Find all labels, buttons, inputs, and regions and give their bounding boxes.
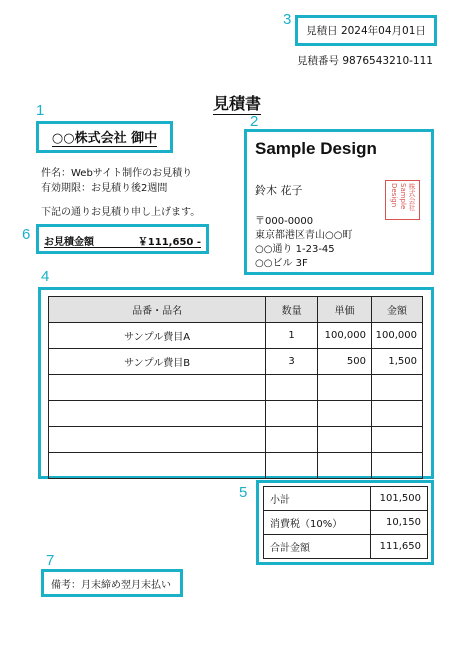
vendor-address-1: 東京都港区青山○○町 xyxy=(255,230,353,241)
vendor-name: Sample Design xyxy=(255,139,377,158)
vendor-address-3: ○○ビル 3F xyxy=(255,258,308,269)
table-row xyxy=(49,453,423,479)
amount-cell xyxy=(372,427,423,453)
grand-total-label: 合計金額 xyxy=(264,535,371,559)
quantity-cell: 1 xyxy=(266,323,318,349)
amount-cell: 100,000 xyxy=(372,323,423,349)
summary-table xyxy=(263,486,428,559)
tax-value: 10,150 xyxy=(371,511,428,535)
vendor-address-2: ○○通り 1-23-45 xyxy=(255,244,335,255)
unit-price-cell xyxy=(318,375,372,401)
table-row xyxy=(49,427,423,453)
notes-text: 備考：月末締め翌月末払い xyxy=(51,579,171,591)
callout-number-4: 4 xyxy=(41,268,50,285)
table-row xyxy=(49,375,423,401)
tax-label: 消費税（10%） xyxy=(264,511,371,535)
client-name-box xyxy=(36,121,173,153)
summary-box xyxy=(256,480,434,565)
callout-number-3: 3 xyxy=(283,11,292,28)
vendor-postal: 〒000-0000 xyxy=(255,216,314,227)
validity-line: 有効期限：お見積り後2週間 xyxy=(41,183,168,194)
table-row xyxy=(49,349,423,375)
estimate-date: 見積日 2024年04月01日 xyxy=(306,25,426,37)
callout-number-6: 6 xyxy=(22,226,31,243)
company-seal-stamp xyxy=(385,180,420,220)
column-header-quantity: 数量 xyxy=(266,297,318,323)
unit-price-cell xyxy=(318,427,372,453)
unit-price-cell xyxy=(318,453,372,479)
quantity-cell xyxy=(266,401,318,427)
estimate-total-label: お見積金額 xyxy=(44,237,94,248)
item-name-cell: サンプル費目B xyxy=(49,349,266,375)
client-name: ○○株式会社 御中 xyxy=(52,127,157,147)
amount-cell xyxy=(372,453,423,479)
column-header-item: 品番・品名 xyxy=(49,297,266,323)
item-name-cell xyxy=(49,375,266,401)
items-table-box xyxy=(38,287,434,479)
subtotal-label: 小計 xyxy=(264,487,371,511)
amount-cell xyxy=(372,401,423,427)
estimate-total-box xyxy=(36,224,209,254)
subtotal-row xyxy=(264,487,428,511)
estimate-number: 見積番号 9876543210-111 xyxy=(297,55,433,67)
estimate-total-row xyxy=(44,233,201,248)
grand-total-value: 111,650 xyxy=(371,535,428,559)
items-table xyxy=(48,296,423,479)
callout-number-7: 7 xyxy=(46,552,55,569)
quantity-cell xyxy=(266,453,318,479)
stamp-text-company: 株式会社 xyxy=(408,183,416,211)
callout-number-1: 1 xyxy=(36,102,45,119)
table-row xyxy=(49,323,423,349)
quantity-cell: 3 xyxy=(266,349,318,375)
subject-line: 件名：Webサイト制作のお見積り xyxy=(41,168,193,179)
tax-row xyxy=(264,511,428,535)
document-title: 見積書 xyxy=(212,94,261,113)
quantity-cell xyxy=(266,375,318,401)
vendor-box xyxy=(244,129,434,275)
document-title-wrap xyxy=(0,91,474,114)
item-name-cell: サンプル費目A xyxy=(49,323,266,349)
callout-number-5: 5 xyxy=(239,484,248,501)
amount-cell: 1,500 xyxy=(372,349,423,375)
intro-line: 下記の通りお見積り申し上げます。 xyxy=(41,207,201,218)
table-row xyxy=(49,401,423,427)
callout-number-2: 2 xyxy=(250,113,259,130)
items-header-row xyxy=(49,297,423,323)
estimate-date-box xyxy=(295,15,437,46)
stamp-text-sample: Sample xyxy=(399,183,407,210)
subtotal-value: 101,500 xyxy=(371,487,428,511)
grand-total-row xyxy=(264,535,428,559)
item-name-cell xyxy=(49,427,266,453)
unit-price-cell: 100,000 xyxy=(318,323,372,349)
estimate-total-value: ￥111,650 - xyxy=(137,237,201,248)
item-name-cell xyxy=(49,453,266,479)
unit-price-cell xyxy=(318,401,372,427)
vendor-person: 鈴木 花子 xyxy=(255,184,303,197)
stamp-text-design: Design xyxy=(390,183,398,208)
column-header-amount: 金額 xyxy=(372,297,423,323)
item-name-cell xyxy=(49,401,266,427)
unit-price-cell: 500 xyxy=(318,349,372,375)
quantity-cell xyxy=(266,427,318,453)
amount-cell xyxy=(372,375,423,401)
notes-box xyxy=(41,569,183,597)
column-header-unit-price: 単価 xyxy=(318,297,372,323)
